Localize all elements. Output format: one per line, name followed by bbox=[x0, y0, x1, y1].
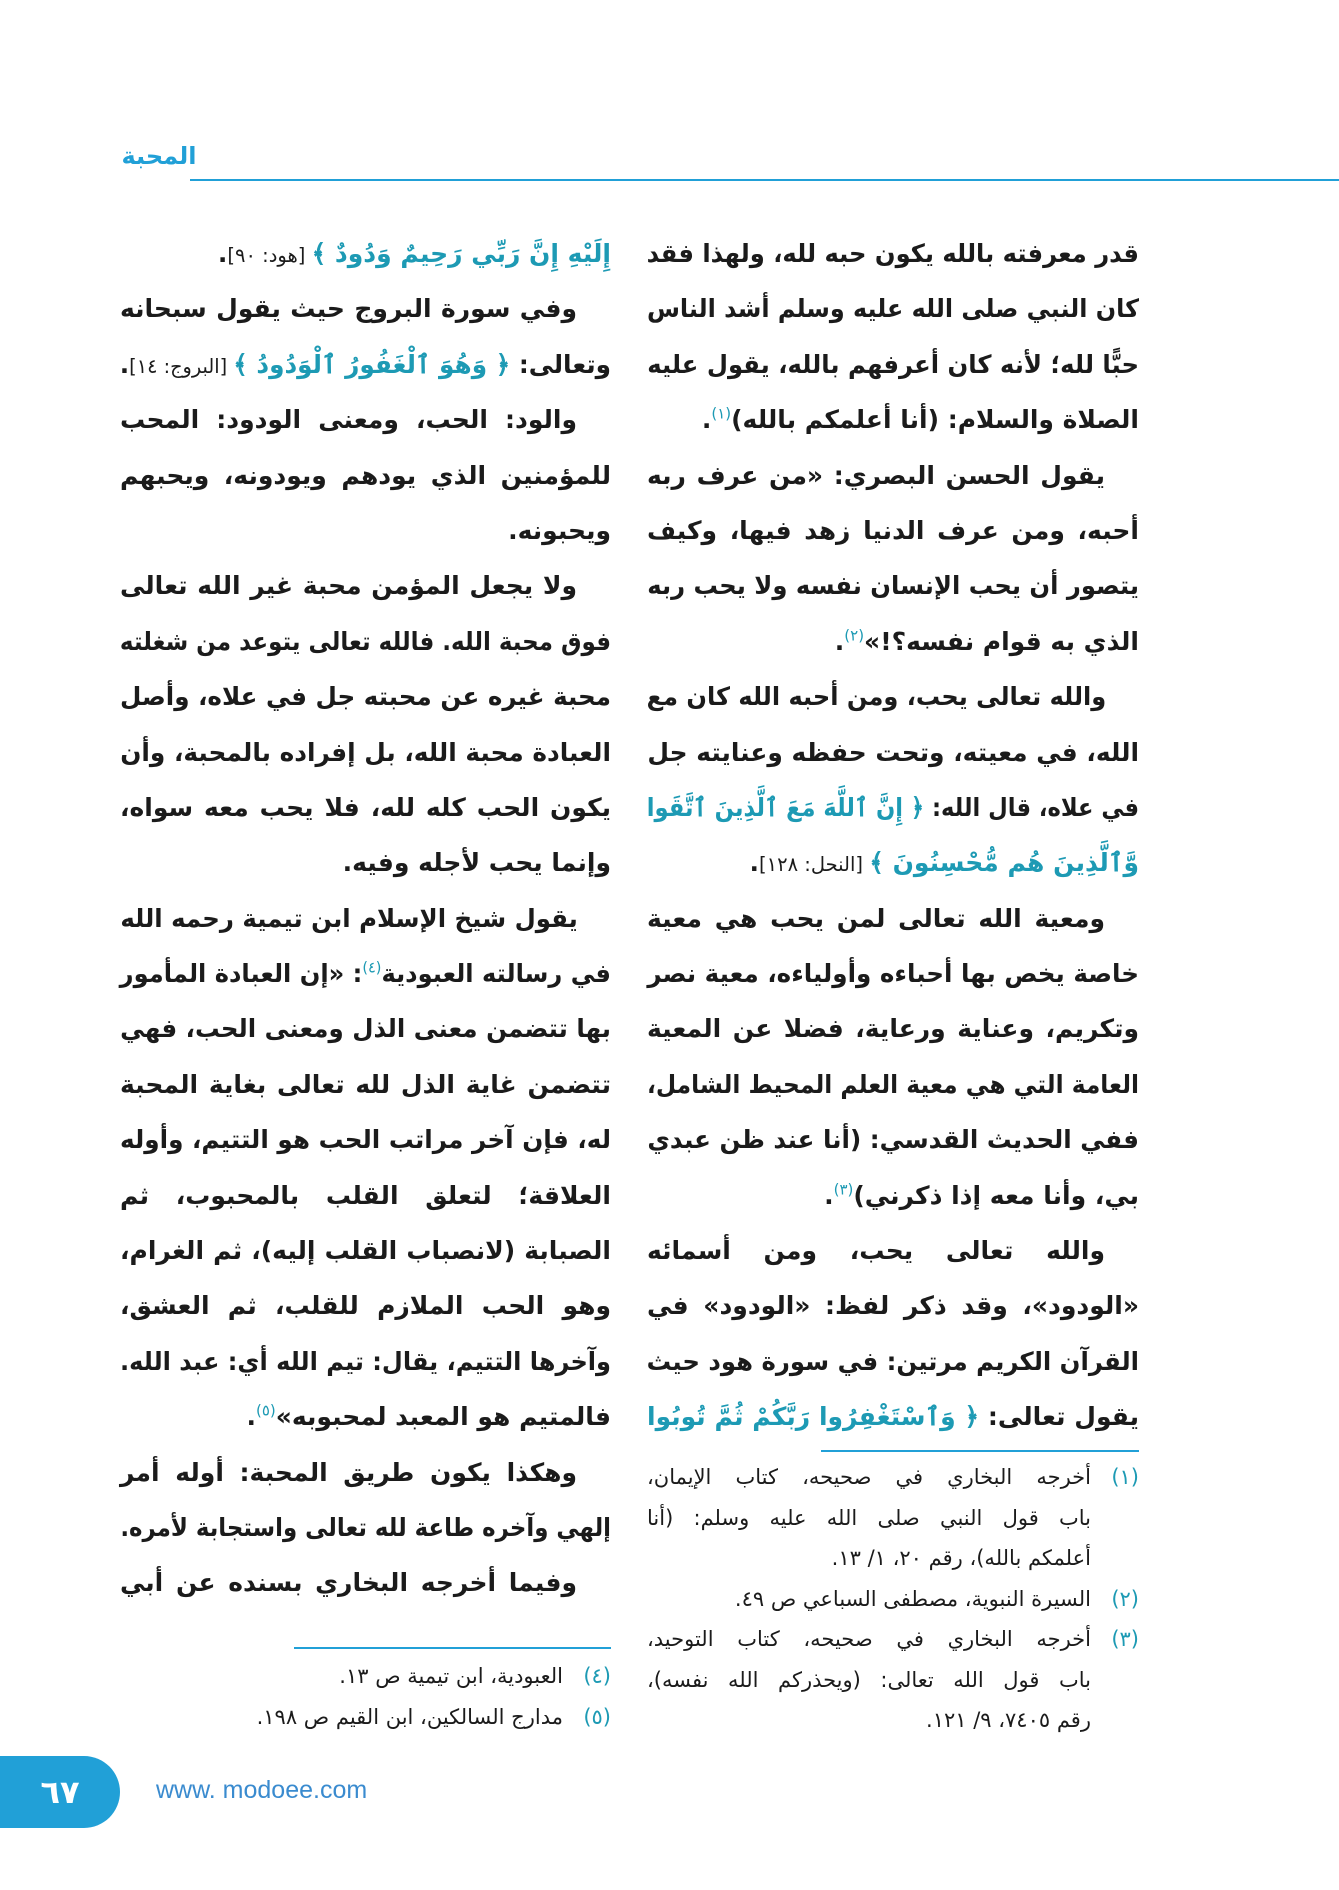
footnote-ref: (١) bbox=[711, 404, 732, 423]
text-line: وآخرها التتيم، يقال: تيم الله أي: عبد الله. bbox=[120, 1346, 611, 1376]
footnote-number: (٢) bbox=[1111, 1586, 1139, 1611]
footnote-number: (١) bbox=[1111, 1465, 1139, 1489]
text-line bbox=[647, 835, 1139, 890]
text-line bbox=[647, 1168, 1139, 1223]
text-line bbox=[647, 614, 1139, 669]
footnote-line bbox=[120, 1656, 611, 1697]
text-line: وإنما يحب لأجله وفيه. bbox=[342, 848, 611, 878]
text-line: وتكريم، وعناية ورعاية، فضلا عن المعية bbox=[647, 1014, 1139, 1044]
verse-citation: [هود: ٩٠] bbox=[227, 244, 312, 267]
text-line bbox=[647, 1389, 1139, 1444]
paragraph bbox=[120, 1445, 611, 1556]
footnote-ref: (٢) bbox=[844, 626, 865, 645]
hadith-quote: بي، وأنا معه إذا ذكرني) bbox=[853, 1180, 1139, 1210]
paragraph bbox=[120, 392, 611, 558]
footnote-number: (٣) bbox=[1111, 1627, 1139, 1651]
footnote-text: باب قول النبي صلى الله عليه وسلم: (أنا bbox=[647, 1505, 1091, 1530]
footnote-text: رقم ٧٤٠٥، ٩/ ١٢١. bbox=[926, 1708, 1091, 1732]
footnote-number: (٤) bbox=[583, 1664, 611, 1688]
footnote-line bbox=[647, 1700, 1139, 1741]
text-line: الله، في معيته، وتحت حفظه وعنايته جل bbox=[647, 737, 1139, 767]
text-line: ويحبونه. bbox=[508, 515, 611, 545]
text-line: العامة التي هي معية العلم المحيط الشامل، bbox=[646, 1069, 1139, 1099]
footnote bbox=[120, 1656, 611, 1697]
text-line: للمؤمنين الذي يودهم ويودونه، ويحبهم bbox=[120, 460, 611, 490]
text-line: والله تعالى يحب، ومن أسمائه bbox=[647, 1236, 1105, 1266]
text-line bbox=[119, 337, 611, 392]
page-number-tab bbox=[0, 1756, 120, 1828]
text-line bbox=[119, 946, 611, 1001]
text-span: ففي الحديث القدسي: bbox=[861, 1125, 1139, 1155]
text-line: محبة غيره عن محبته جل في علاه، وأصل bbox=[120, 682, 612, 712]
page-number: ٦٧ bbox=[40, 1773, 80, 1811]
text-line: حبًّا لله؛ لأنه كان أعرفهم بالله، يقول عليه bbox=[647, 349, 1139, 379]
text-span: . bbox=[749, 848, 760, 878]
quran-verse: وَّٱلَّذِينَ هُم مُّحْسِنُونَ ﴾ bbox=[869, 848, 1139, 878]
verse-citation: [النحل: ١٢٨] bbox=[759, 853, 870, 877]
quran-verse: ﴿ وَٱسْتَغْفِرُوا رَبَّكُمْ ثُمَّ تُوبُوا bbox=[647, 1402, 980, 1432]
text-line: له، فإن آخر مراتب الحب هو التتيم، وأوله bbox=[120, 1125, 611, 1155]
text-span: في رسالته العبودية bbox=[381, 959, 611, 989]
hadith-quote: (أنا أعلمكم بالله) bbox=[731, 405, 940, 435]
quran-verse: ﴿ إِنَّ ٱللَّهَ مَعَ ٱلَّذِينَ ٱتَّقَوا bbox=[646, 792, 925, 822]
text-line: وهو الحب الملازم للقلب، ثم العشق، bbox=[120, 1291, 611, 1321]
paragraph bbox=[647, 669, 1139, 891]
footnote-text: أخرجه البخاري في صحيحه، كتاب التوحيد، bbox=[647, 1627, 1091, 1651]
text-line: وفيما أخرجه البخاري بسنده عن أبي bbox=[120, 1568, 577, 1598]
footnote-ref: (٣) bbox=[833, 1180, 854, 1199]
right-column bbox=[647, 226, 1139, 1445]
text-span: . bbox=[701, 405, 712, 435]
text-line: ولا يجعل المؤمن محبة غير الله تعالى bbox=[120, 571, 577, 601]
running-header-title: المحبة bbox=[121, 142, 197, 170]
text-span: الذي به قوام نفسه؟!» bbox=[864, 626, 1139, 656]
footnote-ref: (٤) bbox=[362, 958, 382, 977]
text-line bbox=[120, 1389, 611, 1444]
footnote-line bbox=[647, 1660, 1139, 1701]
text-line: يكون الحب كله لله، فلا يحب معه سواه، bbox=[120, 792, 611, 822]
hadith-quote: (أنا عند ظن عبدي bbox=[647, 1125, 862, 1155]
text-line bbox=[120, 226, 611, 281]
footnote bbox=[647, 1457, 1139, 1579]
paragraph bbox=[120, 891, 611, 1445]
paragraph bbox=[647, 891, 1139, 1223]
text-line: فوق محبة الله. فالله تعالى يتوعد من شغلته bbox=[119, 626, 611, 656]
footnote-text: أعلمكم بالله)، رقم ٢٠، ١/ ١٣. bbox=[831, 1546, 1091, 1570]
text-span: . bbox=[246, 1402, 256, 1432]
text-line: القرآن الكريم مرتين: في سورة هود حيث bbox=[646, 1346, 1139, 1376]
footnote-line bbox=[647, 1538, 1139, 1579]
text-line: يقول شيخ الإسلام ابن تيمية رحمه الله bbox=[120, 903, 578, 933]
footnote-text: مدارج السالكين، ابن القيم ص ١٩٨. bbox=[256, 1704, 563, 1729]
text-line: بها تتضمن معنى الذل ومعنى الحب، فهي bbox=[120, 1014, 612, 1044]
footnote bbox=[647, 1579, 1139, 1620]
text-span: . bbox=[217, 239, 228, 268]
verse-citation: [البروج: ١٤] bbox=[129, 354, 234, 378]
text-line: إلهي وآخره طاعة لله تعالى واستجابة لأمره. bbox=[120, 1512, 612, 1542]
text-line: تتضمن غاية الذل لله تعالى بغاية المحبة bbox=[120, 1069, 611, 1099]
footnote-line bbox=[647, 1579, 1139, 1620]
header-rule bbox=[190, 179, 1339, 181]
footnote-line bbox=[120, 1697, 611, 1738]
website-url: www. modoee.com bbox=[156, 1776, 368, 1804]
text-line: الصبابة (لانصباب القلب إليه)، ثم الغرام، bbox=[120, 1236, 611, 1266]
text-span: فالمتيم هو المعبد لمحبوبه» bbox=[275, 1402, 611, 1432]
footnote-text: السيرة النبوية، مصطفى السباعي ص ٤٩. bbox=[734, 1586, 1091, 1611]
text-line: أحبه، ومن عرف الدنيا زهد فيها، وكيف bbox=[647, 515, 1139, 545]
text-line: والود: الحب، ومعنى الودود: المحب bbox=[120, 405, 577, 435]
text-span: . bbox=[824, 1180, 834, 1210]
footnote-text: باب قول الله تعالى: (ويحذركم الله نفسه)، bbox=[647, 1667, 1091, 1692]
text-line: خاصة يخص بها أحباءه وأولياءه، معية نصر bbox=[647, 959, 1139, 989]
text-span: يقول تعالى: bbox=[979, 1402, 1139, 1432]
paragraph bbox=[647, 1223, 1139, 1445]
text-line: كان النبي صلى الله عليه وسلم أشد الناس bbox=[646, 294, 1139, 324]
footnote-text: أخرجه البخاري في صحيحه، كتاب الإيمان، bbox=[647, 1465, 1091, 1489]
left-column bbox=[120, 226, 611, 1611]
paragraph bbox=[647, 226, 1139, 448]
text-line: وهكذا يكون طريق المحبة: أوله أمر bbox=[120, 1457, 577, 1487]
footnote-number: (٥) bbox=[583, 1704, 611, 1729]
text-span: : «إن العبادة المأمور bbox=[119, 959, 363, 989]
text-line: يتصور أن يحب الإنسان نفسه ولا يحب ربه bbox=[647, 571, 1139, 601]
text-line: يقول الحسن البصري: «من عرف ربه bbox=[647, 460, 1105, 490]
text-line bbox=[647, 1112, 1139, 1167]
text-span: . bbox=[119, 349, 130, 379]
footnote-separator bbox=[821, 1450, 1139, 1452]
text-line: «الودود»، وقد ذكر لفظ: «الودود» في bbox=[647, 1291, 1139, 1321]
text-span: وتعالى: bbox=[510, 349, 611, 379]
footnote-line bbox=[647, 1498, 1139, 1539]
text-line: ومعية الله تعالى لمن يحب هي معية bbox=[647, 903, 1105, 933]
paragraph bbox=[647, 448, 1139, 670]
footnote-text: العبودية، ابن تيمية ص ١٣. bbox=[339, 1664, 563, 1688]
paragraph bbox=[120, 558, 611, 890]
text-line: وفي سورة البروج حيث يقول سبحانه bbox=[120, 294, 577, 324]
text-line bbox=[646, 780, 1139, 835]
text-span: في علاه، قال الله: bbox=[924, 792, 1139, 822]
quran-verse: ﴿ وَهُوَ ٱلْغَفُورُ ٱلْوَدُودُ ﴾ bbox=[233, 349, 511, 379]
footnote-ref: (٥) bbox=[255, 1401, 276, 1420]
footnote-line bbox=[647, 1457, 1139, 1498]
paragraph bbox=[120, 1555, 611, 1610]
footnote bbox=[120, 1697, 611, 1738]
text-line: العلاقة؛ لتعلق القلب بالمحبوب، ثم bbox=[120, 1180, 611, 1210]
text-span: الصلاة والسلام: bbox=[939, 405, 1139, 435]
footnotes-left bbox=[120, 1656, 611, 1737]
text-line: والله تعالى يحب، ومن أحبه الله كان مع bbox=[646, 682, 1107, 712]
paragraph bbox=[120, 281, 611, 392]
quran-verse: إِلَيْهِ إِنَّ رَبِّي رَحِيمٌ وَدُودٌ ﴾ bbox=[311, 239, 611, 268]
footnote bbox=[647, 1619, 1139, 1741]
text-line: العبادة محبة الله، بل إفراده بالمحبة، وأن bbox=[120, 737, 612, 767]
text-span: . bbox=[834, 626, 845, 656]
paragraph bbox=[120, 226, 611, 281]
text-line: قدر معرفته بالله يكون حبه لله، ولهذا فقد bbox=[646, 239, 1139, 268]
footnote-line bbox=[647, 1619, 1139, 1660]
footnote-separator bbox=[294, 1647, 611, 1649]
text-line bbox=[647, 392, 1139, 447]
footnotes-right bbox=[647, 1457, 1139, 1741]
